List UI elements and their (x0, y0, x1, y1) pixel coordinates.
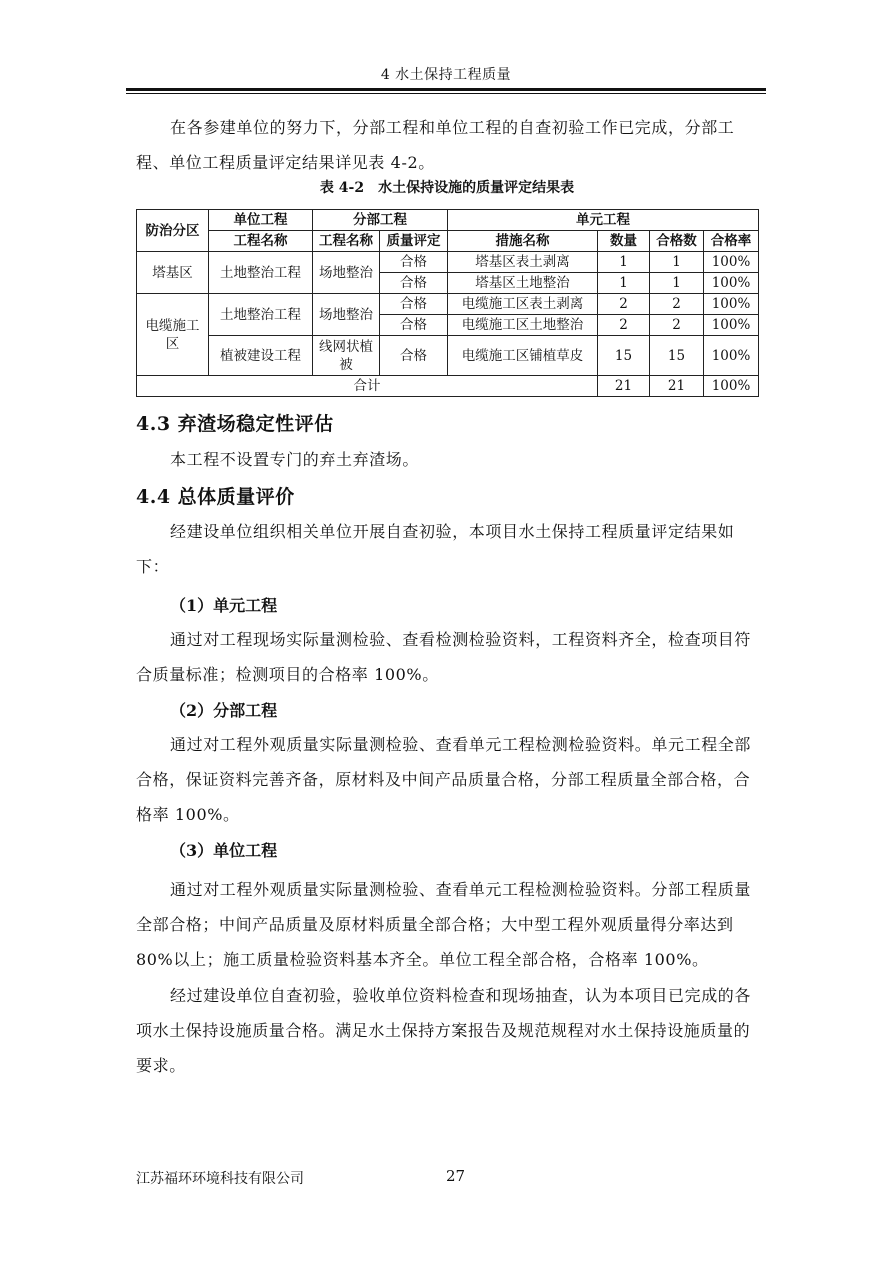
table-row (137, 294, 759, 315)
subsection-2-text: 通过对工程外观质量实际量测检验、查看单元工程检测检验资料。单元工程全部合格，保证资料完善齐备，原材料及中间产品质量合格，分部工程质量全部合格，合格率 100%。 (136, 735, 752, 824)
th-unit-name: 工程名称 (209, 231, 313, 252)
subsection-1-text: 通过对工程现场实际量测检验、查看检测检验资料，工程资料齐全，检查项目符合质量标准；检测项目的合格率 100%。 (136, 630, 752, 684)
cell-measure: 塔基区表土剥离 (448, 252, 598, 273)
section-4-4-intro: 经建设单位组织相关单位开展自查初验，本项目水土保持工程质量评定结果如下： (136, 522, 735, 576)
conclusion-paragraph: 经过建设单位自查初验，验收单位资料检查和现场抽查，认为本项目已完成的各项水土保持设施质量合格。满足水土保持方案报告及规范规程对水土保持设施质量的要求。 (136, 986, 752, 1075)
cell-pass: 2 (650, 315, 704, 336)
cell-pass: 1 (650, 252, 704, 273)
cell-pass: 1 (650, 273, 704, 294)
th-div-name: 工程名称 (313, 231, 380, 252)
th-div-grade: 质量评定 (380, 231, 448, 252)
cell-pass: 2 (650, 294, 704, 315)
th-unit: 单位工程 (209, 210, 313, 231)
table-caption-title: 水土保持设施的质量评定结果表 (378, 180, 575, 196)
cell-division: 场地整治 (313, 252, 380, 294)
cell-count: 1 (598, 252, 650, 273)
cell-grade: 合格 (380, 294, 448, 315)
section-4-3-heading: 4.3 弃渣场稳定性评估 (136, 413, 334, 435)
th-pass-count: 合格数 (650, 231, 704, 252)
section-4-4-heading: 4.4 总体质量评价 (136, 486, 295, 508)
cell-unit: 土地整治工程 (209, 294, 313, 336)
section-4-3-text: 本工程不设置专门的弃土弃渣场。 (170, 450, 420, 469)
subsection-3-title: （3）单位工程 (170, 841, 278, 860)
cell-count: 2 (598, 315, 650, 336)
th-division: 分部工程 (313, 210, 448, 231)
cell-zone: 电缆施工区 (137, 294, 209, 376)
cell-grade: 合格 (380, 273, 448, 294)
total-label: 合计 (137, 376, 598, 397)
subsection-3-text: 通过对工程外观质量实际量测检验、查看单元工程检测检验资料。分部工程质量全部合格；中间产品质量及原材料质量全部合格；大中型工程外观质量得分率达到 80%以上；施工质量检验资料基本齐全。单位工程全部合格，合格率 100%。 (136, 880, 752, 969)
cell-rate: 100% (704, 294, 759, 315)
cell-unit: 土地整治工程 (209, 252, 313, 294)
th-zone: 防治分区 (137, 210, 209, 252)
cell-rate: 100% (704, 252, 759, 273)
th-element: 单元工程 (448, 210, 759, 231)
total-pass: 21 (650, 376, 704, 397)
subsection-1-title: （1）单元工程 (170, 596, 278, 615)
cell-count: 2 (598, 294, 650, 315)
cell-pass: 15 (650, 336, 704, 376)
cell-division: 线网状植被 (313, 336, 380, 376)
page-number: 27 (446, 1167, 466, 1185)
intro-paragraph: 在各参建单位的努力下，分部工程和单位工程的自查初验工作已完成，分部工程、单位工程质量评定结果详见表 4-2。 (136, 118, 735, 172)
total-count: 21 (598, 376, 650, 397)
cell-grade: 合格 (380, 336, 448, 376)
cell-grade: 合格 (380, 315, 448, 336)
cell-rate: 100% (704, 273, 759, 294)
th-measure: 措施名称 (448, 231, 598, 252)
cell-rate: 100% (704, 315, 759, 336)
cell-count: 15 (598, 336, 650, 376)
header-rule-thin (126, 93, 766, 94)
table-row (137, 252, 759, 273)
cell-measure: 电缆施工区土地整治 (448, 315, 598, 336)
cell-measure: 电缆施工区铺植草皮 (448, 336, 598, 376)
table-total-row (137, 376, 759, 397)
cell-measure: 塔基区土地整治 (448, 273, 598, 294)
total-rate: 100% (704, 376, 759, 397)
cell-unit: 植被建设工程 (209, 336, 313, 376)
running-header: 4 水土保持工程质量 (380, 67, 512, 83)
cell-count: 1 (598, 273, 650, 294)
th-pass-rate: 合格率 (704, 231, 759, 252)
cell-grade: 合格 (380, 252, 448, 273)
quality-table (136, 209, 759, 397)
th-count: 数量 (598, 231, 650, 252)
cell-zone: 塔基区 (137, 252, 209, 294)
footer-company: 江苏福环环境科技有限公司 (136, 1171, 304, 1187)
table-caption-number: 表 4-2 (319, 180, 365, 196)
cell-rate: 100% (704, 336, 759, 376)
table-caption (136, 177, 758, 197)
table-row (137, 336, 759, 376)
cell-measure: 电缆施工区表土剥离 (448, 294, 598, 315)
cell-division: 场地整治 (313, 294, 380, 336)
subsection-2-title: （2）分部工程 (170, 701, 278, 720)
header-rule-thick (126, 88, 766, 91)
